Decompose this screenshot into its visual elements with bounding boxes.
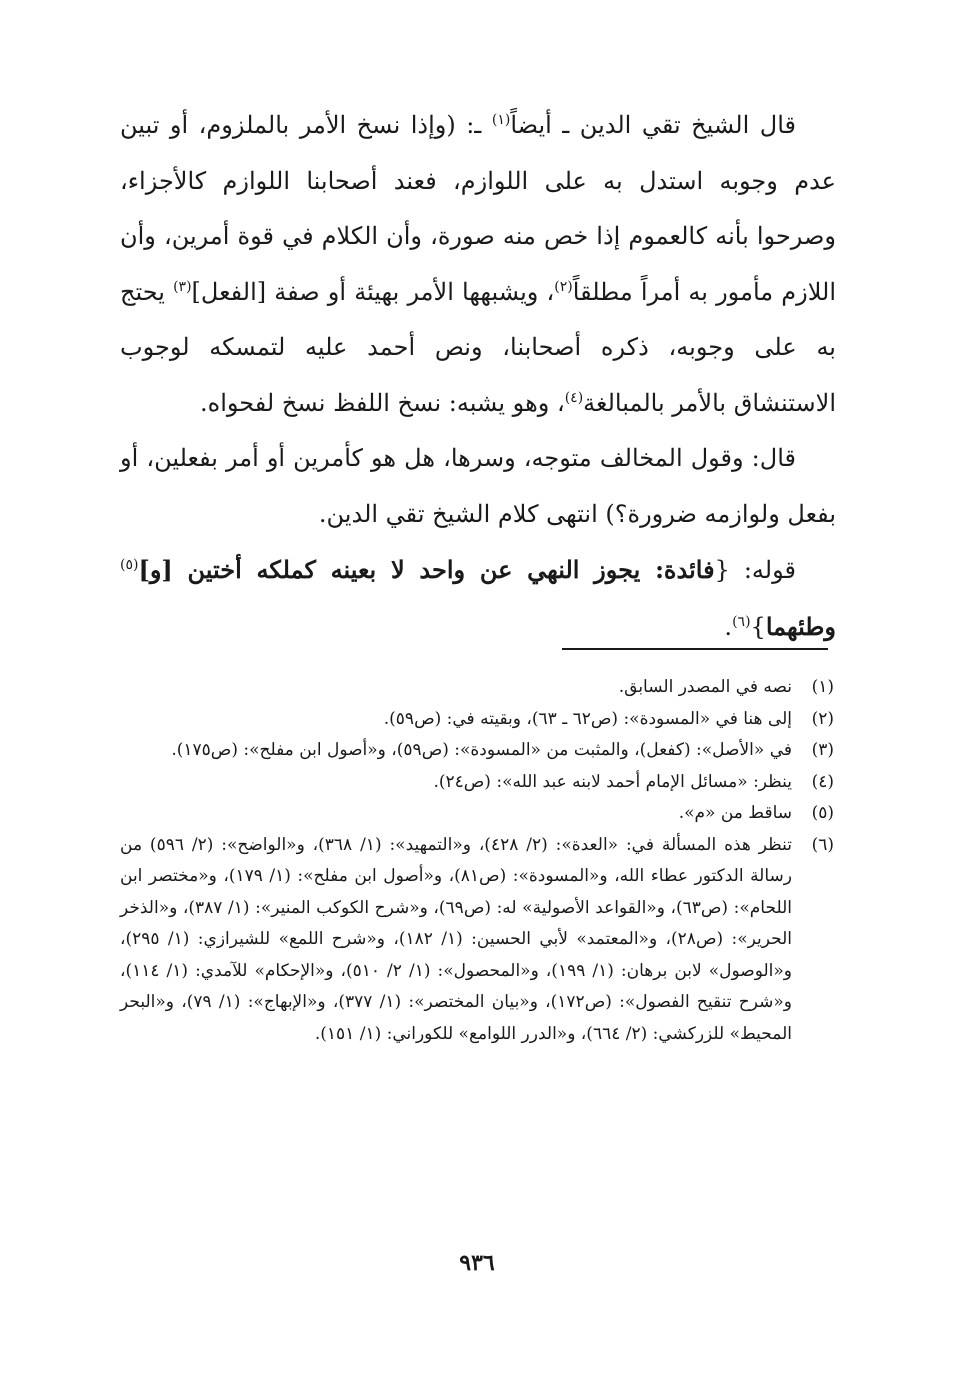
footnote-separator (562, 648, 828, 650)
text-segment: يحتج به على وجوبه، ذكره أصحابنا، ونص أحمد عليه لتمسكه لوجوب الاستنشاق بالأمر بالمبالغة (120, 277, 836, 417)
text-segment: ـ: (وإذا نسخ الأمر بالملزوم، أو تبين عدم وجوبه استدل به على اللوازم، فعند أصحابنا اللوازم كالأجزاء، وصرحوا بأنه كالعموم إذا خص منه صورة، وأن الكلام في قوة أمرين، وأن اللازم مأمور به أمراً مطلقاً (120, 111, 837, 306)
footnote-item (120, 798, 834, 830)
footnote-ref-5: (٥) (120, 557, 139, 573)
bold-text: وطئهما (765, 611, 836, 641)
footnote-text: ينظر: «مسائل الإمام أحمد لابنه عبد الله»: (ص٢٤). (433, 771, 792, 792)
paragraph-3 (120, 542, 836, 655)
footnote-item (120, 704, 834, 736)
footnote-item (120, 735, 834, 767)
footnotes (120, 672, 834, 1050)
footnote-item (120, 672, 834, 704)
footnote-text: ساقط من «م». (678, 803, 792, 823)
footnote-text: في «الأصل»: (كفعل)، والمثبت من «المسودة»: (ص٥٩)، و«أصول ابن مفلح»: (ص١٧٥). (171, 740, 792, 760)
footnote-ref-1: (١) (491, 112, 511, 128)
text-segment: قال: وقول المخالف متوجه، وسرها، هل هو كأمرين أو أمر بفعلين، أو بفعل ولوازمه ضرورة؟) انتهى كلام الشيخ تقي الدين. (120, 444, 836, 528)
footnote-item (120, 830, 834, 1051)
footnote-number: (١) (811, 677, 834, 697)
main-text (120, 98, 836, 655)
bold-text: فائدة: يجوز النهي عن واحد لا بعينه كملكه أختين [و] (138, 555, 715, 584)
paragraph-1 (120, 98, 836, 431)
page-number: ٩٣٦ (459, 1250, 495, 1276)
footnote-number: (٥) (811, 803, 834, 823)
text-segment: ، ويشبهها الأمر بهيئة أو صفة [الفعل] (191, 277, 555, 306)
paragraph-2 (120, 431, 836, 542)
footnote-number: (٤) (811, 771, 834, 792)
footnote-number: (٢) (811, 708, 834, 729)
footnote-number: (٦) (811, 834, 834, 855)
footnote-text: إلى هنا في «المسودة»: (ص٦٢ ـ ٦٣)، وبقيته في: (ص٥٩). (383, 708, 792, 729)
footnote-ref-4: (٤) (564, 389, 584, 406)
footnote-item (120, 767, 834, 799)
footnote-number: (٣) (811, 740, 834, 760)
text-segment: قوله: { (714, 556, 796, 584)
footnote-ref-2: (٢) (554, 278, 573, 295)
text-segment: ، وهو يشبه: نسخ اللفظ نسخ لفحواه. (200, 388, 565, 417)
footnote-text: تنظر هذه المسألة في: «العدة»: (٢/ ٤٢٨)، و«التمهيد»: (١/ ٣٦٨)، و«الواضح»: (٢/ ٥٩٦) من رسالة الدكتور عطاء الله، و«المسودة»: (ص٨١)، و«أصول ابن مفلح»: (١/ ١٧٩)، و«مختصر ابن اللحام»: (ص٦٣)، و«القواعد الأصولية» له: (ص٦٩)، و«شرح الكوكب المنير»: (١/ ٣٨٧)، و«الذخر الحرير»: (ص٢٨)، و«المعتمد» لأبي الحسين: (١/ ١٨٢)، و«شرح اللمع» للشيرازي: (١/ ٢٩٥)، و«الوصول» لابن برهان: (١/ ١٩٩)، و«المحصول»: (١/ ٢/ ٥١٠)، و«الإحكام» للآمدي: (١/ ١١٤)، و«شرح تنقيح الفصول»: (ص١٧٢)، و«بيان المختصر»: (١/ ٣٧٧)، و«الإبهاج»: (١/ ٧٩)، و«البحر المحيط» للزركشي: (٢/ ٦٦٤)، و«الدرر اللوامع» للكوراني: (١/ ١٥١). (120, 834, 793, 1044)
footnote-ref-6: (٦) (732, 613, 751, 630)
text-segment: قال الشيخ تقي الدين ـ أيضاً (510, 111, 796, 139)
footnote-ref-3: (٣) (173, 278, 192, 295)
footnote-text: نصه في المصدر السابق. (618, 677, 792, 697)
text-segment: } (750, 612, 766, 641)
text-segment: . (724, 612, 733, 641)
